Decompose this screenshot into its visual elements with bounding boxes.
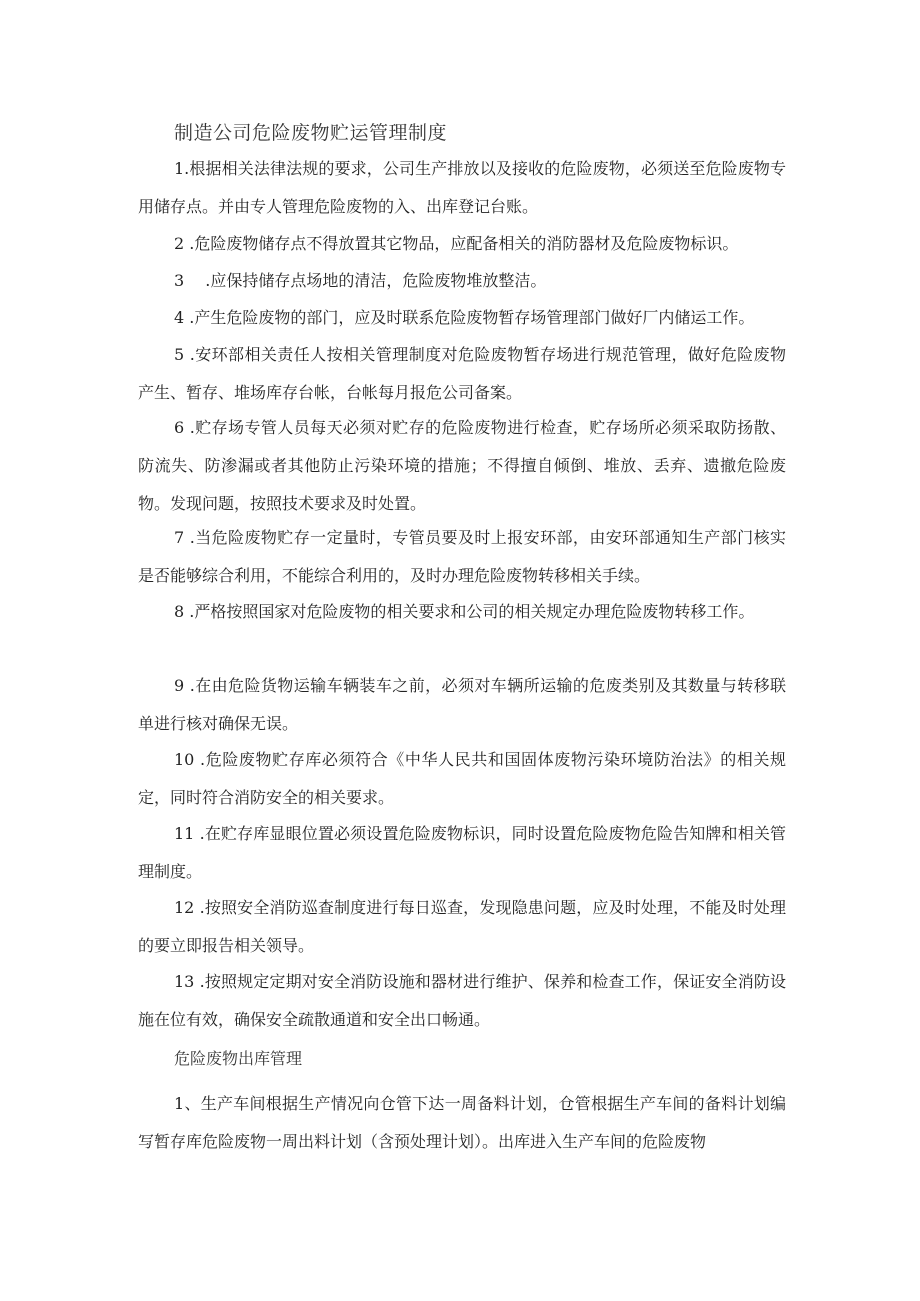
section2-paragraph-1: 1、生产车间根据生产情况向仓管下达一周备料计划，仓管根据生产车间的备料计划编写暂存库危险废物一周出料计划（含预处理计划）。出库进入生产车间的危险废物 [138,1094,786,1151]
paragraph-8: 8 .严格按照国家对危险废物的相关要求和公司的相关规定办理危险废物转移工作。 [174,602,755,621]
document-title: 制造公司危险废物贮运管理制度 [174,122,448,144]
paragraph-11: 11 .在贮存库显眼位置必须设置危险废物标识，同时设置危险废物危险告知牌和相关管理制度。 [138,824,786,881]
paragraph-5: 5 .安环部相关责任人按相关管理制度对危险废物暂存场进行规范管理，做好危险废物产生、暂存、堆场库存台帐，台帐每月报危公司备案。 [138,345,786,402]
section-heading-outbound: 危险废物出库管理 [174,1049,303,1068]
paragraph-9: 9 .在由危险货物运输车辆装车之前，必须对车辆所运输的危废类别及其数量与转移联单进行核对确保无误。 [138,676,786,733]
paragraph-3: 3 .应保持储存点场地的清洁，危险废物堆放整洁。 [174,271,547,290]
paragraph-4: 4 .产生危险废物的部门，应及时联系危险废物暂存场管理部门做好厂内储运工作。 [174,308,755,327]
paragraph-13: 13 .按照规定定期对安全消防设施和器材进行维护、保养和检查工作，保证安全消防设施在位有效，确保安全疏散通道和安全出口畅通。 [138,972,786,1029]
paragraph-10: 10 .危险废物贮存库必须符合《中华人民共和国固体废物污染环境防治法》的相关规定，同时符合消防安全的相关要求。 [138,750,786,807]
paragraph-12: 12 .按照安全消防巡查制度进行每日巡查，发现隐患问题，应及时处理，不能及时处理的要立即报告相关领导。 [138,898,786,955]
paragraph-6: 6 .贮存场专管人员每天必须对贮存的危险废物进行检查，贮存场所必须采取防扬散、防流失、防渗漏或者其他防止污染环境的措施；不得擅自倾倒、堆放、丢弃、遗撤危险废物。发现问题，按照技术要求及时处置。 [138,418,786,513]
paragraph-2: 2 .危险废物储存点不得放置其它物品，应配备相关的消防器材及危险废物标识。 [174,234,739,253]
paragraph-1: 1.根据相关法律法规的要求，公司生产排放以及接收的危险废物，必须送至危险废物专用储存点。并由专人管理危险废物的入、出库登记台账。 [138,159,786,216]
paragraph-7: 7 .当危险废物贮存一定量时，专管员要及时上报安环部，由安环部通知生产部门核实是否能够综合利用，不能综合利用的，及时办理危险废物转移相关手续。 [138,528,786,585]
